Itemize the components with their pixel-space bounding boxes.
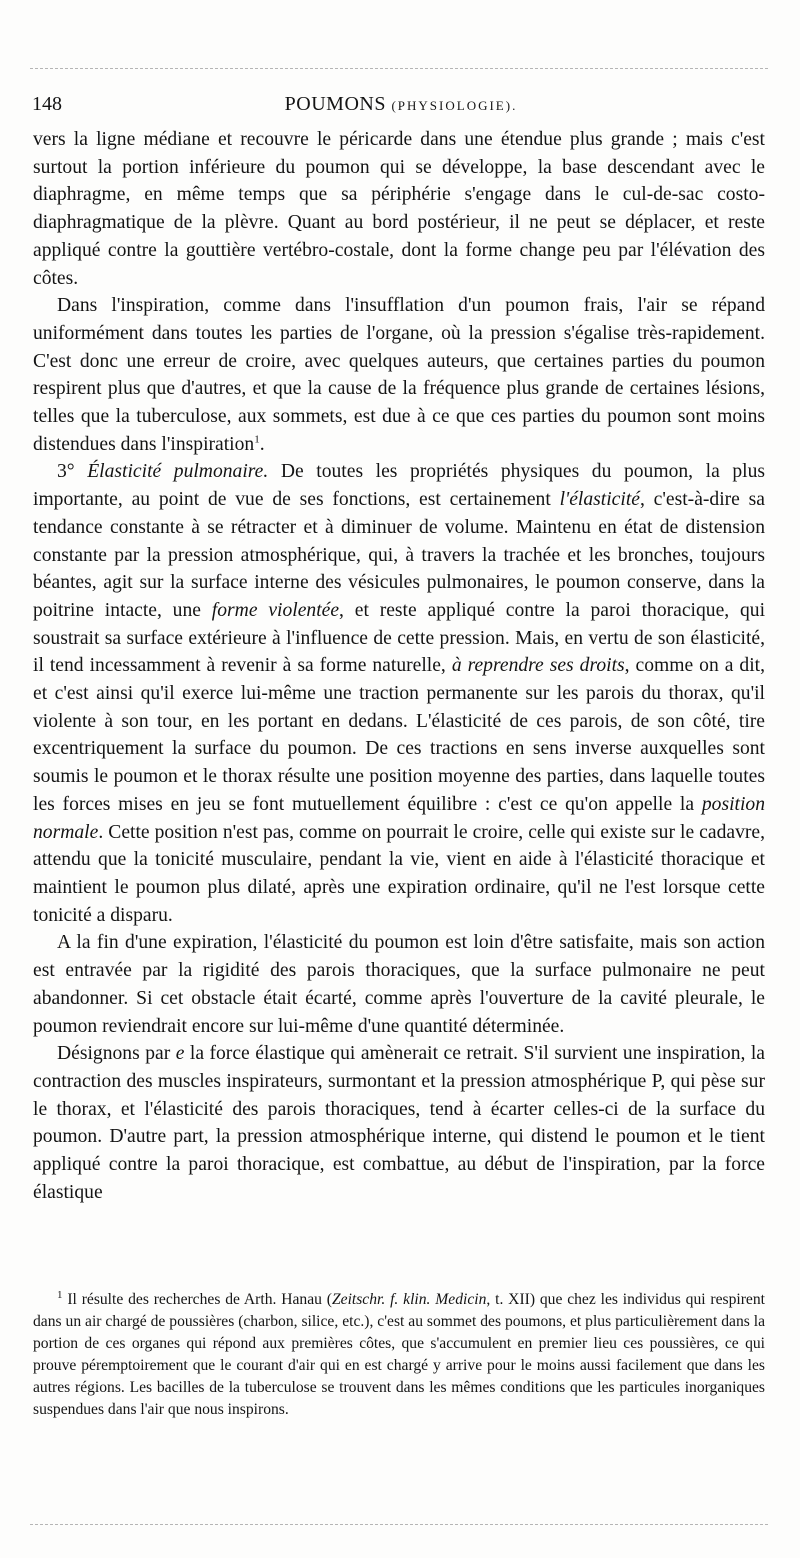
paragraph-5-text-b: la force élastique qui amènerait ce retrait. S'il survient une inspiration, la contraction des muscles inspirateurs, surmontant et la pression atmosphérique P, qui pèse sur le thorax, et l'élasticité des parois thoraciques, tend à écarter celles-ci de la surface du poumon. D'autre part, la pression atmosphérique interne, qui distend le poumon et le tient appliqué contre la paroi thoracique, est combattue, au début de l'inspiration, par la force élastique: [33, 1043, 765, 1203]
paragraph-5: [33, 1040, 765, 1206]
main-text: [33, 126, 765, 1206]
section-heading: Élasticité pulmonaire.: [87, 461, 269, 483]
paragraph-2-end: .: [259, 433, 265, 455]
emphasis-position-normale: position normale: [33, 793, 765, 843]
emphasis-elasticite: l'élasticité: [559, 489, 640, 511]
footnotes: [33, 1289, 765, 1421]
page-header: [32, 93, 770, 121]
footnote-1: [33, 1289, 765, 1421]
footnote-reference: 1: [254, 433, 260, 446]
footnote-mark: 1: [57, 1288, 63, 1301]
paragraph-3-text-d: , comme on a dit, et c'est ainsi qu'il exerce lui-même une traction permanente sur les parois du thorax, qu'il violente à son tour, en les portant en dedans. L'élasticité de ces parois, de son côté, tire excentriquement la surface du poumon. De ces tractions en sens inverse auxquelles sont soumis le poumon et le thorax résulte une position moyenne des parties, dans laquelle toutes les forces mises en jeu se font mutuellement équilibre : c'est ce qu'on appelle la: [33, 655, 765, 815]
paragraph-2-text: Dans l'inspiration, comme dans l'insufflation d'un poumon frais, l'air se répand uniformément dans toutes les parties de l'organe, où la pression s'égalise très-rapidement. C'est donc une erreur de croire, avec quelques auteurs, que certaines parties du poumon respirent plus que d'autres, et que la cause de la fréquence plus grande de certaines lésions, telles que la tuberculose, aux sommets, est due à ce que ces parties du poumon sont moins distendues dans l'inspiration: [33, 295, 765, 455]
top-edge-rule: [30, 68, 768, 69]
page-number: 148: [32, 93, 62, 115]
paragraph-1: vers la ligne médiane et recouvre le péricarde dans une étendue plus grande ; mais c'est surtout la portion inférieure du poumon qui se développe, la base descendant avec le diaphragme, en même temps que sa périphérie s'engage dans le cul-de-sac costo-diaphragmatique de la plèvre. Quant au bord postérieur, il ne peut se déplacer, et reste appliqué contre la gouttière vertébro-costale, dont la forme change peu par l'élévation des côtes.: [33, 129, 765, 289]
paragraph-5-text-a: Désignons par: [57, 1043, 176, 1065]
variable-e: e: [175, 1043, 185, 1065]
bottom-edge-rule: [30, 1524, 768, 1525]
emphasis-forme-violentee: forme violentée: [211, 599, 340, 621]
paragraph-4: A la fin d'une expiration, l'élasticité du poumon est loin d'être satisfaite, mais son action est entravée par la rigidité des parois thoraciques, que la surface pulmonaire ne peut abandonner. Si cet obstacle était écarté, comme après l'ouverture de la cavité pleurale, le poumon reviendrait encore sur lui-même d'une quantité déterminée.: [33, 932, 765, 1037]
emphasis-reprendre-droits: à reprendre ses droits: [451, 655, 625, 677]
running-title: [32, 93, 770, 116]
footnote-text-b: , t. XII) que chez les individus qui respirent dans un air chargé de poussières (charbon, silice, etc.), c'est au sommet des poumons, et plus particulièrement dans la portion de ces organes qui répond aux premières côtes, que s'accumulent en premier lieu ces poussières, ce qui prouve péremptoirement que le courant d'air qui en est chargé y arrive pour le moins aussi facilement que dans les autres régions. Les bacilles de la tuberculose se trouvent dans les mêmes conditions que les particules inorganiques suspendues dans l'air que nous inspirons.: [33, 1291, 765, 1418]
running-title-main: POUMONS: [284, 93, 386, 115]
paragraph-2: [33, 292, 765, 458]
running-title-subtitle: (PHYSIOLOGIE).: [391, 98, 518, 113]
paragraph-3-text-e: . Cette position n'est pas, comme on pourrait le croire, celle qui existe sur le cadavre, attendu que la tonicité musculaire, pendant la vie, vient en aide à l'élasticité thoracique et maintient le poumon plus dilaté, après une expiration ordinaire, qu'il ne l'est lorsque cette tonicité a disparu.: [33, 821, 765, 926]
footnote-text-a: Il résulte des recherches de Arth. Hanau (: [62, 1291, 332, 1308]
paragraph-3-text-b: , c'est-à-dire sa tendance constante à se rétracter et à diminuer de volume. Maintenu en état de distension constante par la pression atmosphérique, qui, à travers la trachée et les bronches, toujours béantes, agit sur la surface interne des vésicules pulmonaires, le poumon conserve, dans la poitrine intacte, une: [33, 489, 765, 621]
footnote-citation: Zeitschr. f. klin. Medicin: [331, 1291, 487, 1308]
section-number: 3°: [57, 461, 88, 483]
paragraph-3-text-a: De toutes les propriétés physiques du poumon, la plus importante, au point de vue de ses fonctions, est certainement: [33, 461, 766, 511]
paragraph-3-text-c: , et reste appliqué contre la paroi thoracique, qui soustrait sa surface extérieure à l'influence de cette pression. Mais, en vertu de son élasticité, il tend incessamment à revenir à sa forme naturelle,: [33, 599, 766, 677]
paragraph-3: [33, 458, 765, 929]
